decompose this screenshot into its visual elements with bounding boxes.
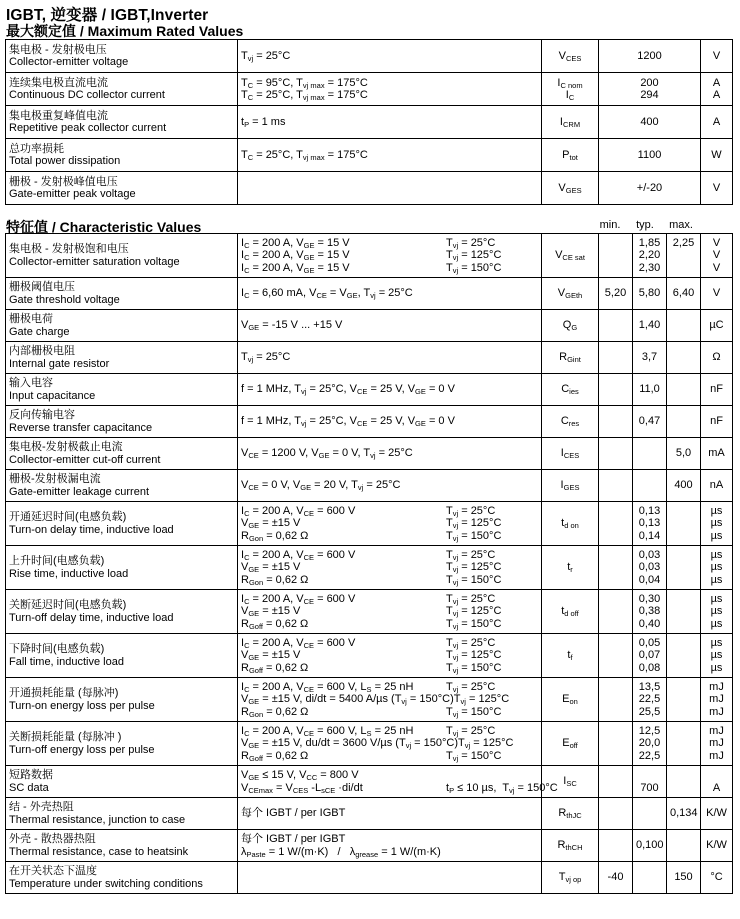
min-value xyxy=(599,310,633,342)
typ-value xyxy=(633,862,667,894)
test-conditions: 每个 IGBT / per IGBT xyxy=(238,798,542,830)
char-row xyxy=(6,830,733,862)
typ-value xyxy=(633,438,667,470)
symbol: $V_{CE sat}$ xyxy=(542,234,599,278)
min-value xyxy=(599,634,633,678)
symbol: $I_{SC}$ xyxy=(542,766,599,798)
unit: Ω xyxy=(701,342,733,374)
typ-value: 0,30 0,38 0,40 xyxy=(633,590,667,634)
min-value xyxy=(599,830,633,862)
test-conditions: $I_C = 6,60$ mA, $V_{CE} = V_{GE}$, $T_{vj} = 25^\circ C$ xyxy=(238,278,542,310)
symbol: $E_{off}$ xyxy=(542,722,599,766)
min-value xyxy=(599,234,633,278)
unit: K/W xyxy=(701,798,733,830)
symbol: $Q_G$ xyxy=(542,310,599,342)
char-row xyxy=(6,406,733,438)
symbol: $C_{ies}$ xyxy=(542,374,599,406)
test-conditions: $I_C = 200$ A, $V_{CE} = 600$ V, $L_S = 25$ nH $T_{vj} = 25^\circ C$ $V_{GE} = \pm 15$ V, du/dt = 3600 V/µs $(T_{vj} = 150^\circ C)$ $T_{vj} = 125^\circ C$ $R_{Goff} = 0,62$ Ω $T_{vj} = 150^\circ C$ xyxy=(238,722,542,766)
test-conditions: $V_{GE} \le 15$ V, $V_{CC} = 800$ V $V_{CEmax} = V_{CES}$ $-L_{sCE} \cdot di/dt$ $t_P \le 10$ µs, $T_{vj} = 150^\circ C$ xyxy=(238,766,542,798)
param-name: 内部栅极电阻 Internal gate resistor xyxy=(6,342,238,374)
max-row xyxy=(6,40,733,73)
typ-value xyxy=(633,798,667,830)
symbol: $t_{d on}$ xyxy=(542,502,599,546)
typ-value: 700 xyxy=(633,766,667,798)
char-row xyxy=(6,678,733,722)
char-row xyxy=(6,502,733,546)
symbol: $R_{Gint}$ xyxy=(542,342,599,374)
min-value xyxy=(599,590,633,634)
symbol: $I_{GES}$ xyxy=(542,470,599,502)
max-value: 0,134 xyxy=(667,798,701,830)
param-name: 连续集电极直流电流 Continuous DC collector current xyxy=(6,73,238,106)
rated-value: 1100 xyxy=(599,139,701,172)
unit: V xyxy=(701,278,733,310)
symbol: $E_{on}$ xyxy=(542,678,599,722)
unit: V xyxy=(701,40,733,73)
test-conditions: $I_C = 200$ A, $V_{GE} = 15$ V $T_{vj} = 25^\circ C$ $I_C = 200$ A, $V_{GE} = 15$ V $T_{vj} = 125^\circ C$ $I_C = 200$ A, $V_{GE} = 15$ V $T_{vj} = 150^\circ C$ xyxy=(238,234,542,278)
param-name: 反向传输电容 Reverse transfer capacitance xyxy=(6,406,238,438)
test-conditions: $T_C = 95^\circ C$, $T_{vj max} = 175^\circ C$ $T_C = 25^\circ C$, $T_{vj max} = 175^\circ C$ xyxy=(238,73,542,106)
test-conditions: $I_C = 200$ A, $V_{CE} = 600$ V, $L_S = 25$ nH $T_{vj} = 25^\circ C$ $V_{GE} = \pm 15$ V, di/dt = 5400 A/µs $(T_{vj} = 150^\circ C)$ $T_{vj} = 125^\circ C$ $R_{Gon} = 0,62$ Ω $T_{vj} = 150^\circ C$ xyxy=(238,678,542,722)
test-conditions: $T_{vj} = 25^\circ C$ xyxy=(238,342,542,374)
max-value xyxy=(667,310,701,342)
unit: A A xyxy=(701,73,733,106)
col-head-min: min. xyxy=(599,219,621,231)
max-value xyxy=(667,546,701,590)
symbol: $I_{CES}$ xyxy=(542,438,599,470)
characteristic-table xyxy=(5,233,733,894)
col-head-typ: typ. xyxy=(636,219,654,231)
max-value xyxy=(667,830,701,862)
unit: µs µs µs xyxy=(701,546,733,590)
min-value xyxy=(599,798,633,830)
unit: K/W xyxy=(701,830,733,862)
symbol: $t_r$ xyxy=(542,546,599,590)
max-value xyxy=(667,406,701,438)
test-conditions: $I_C = 200$ A, $V_{CE} = 600$ V $T_{vj} = 25^\circ C$ $V_{GE} = \pm 15$ V $T_{vj} = 125^\circ C$ $R_{Goff} = 0,62$ Ω $T_{vj} = 150^\circ C$ xyxy=(238,634,542,678)
typ-value: 0,03 0,03 0,04 xyxy=(633,546,667,590)
char-row xyxy=(6,438,733,470)
max-value: 6,40 xyxy=(667,278,701,310)
typ-value: 1,40 xyxy=(633,310,667,342)
min-value xyxy=(599,438,633,470)
char-row xyxy=(6,766,733,798)
test-conditions: $V_{GE} = -15$ V ... +15 V xyxy=(238,310,542,342)
symbol: $V_{CES}$ xyxy=(542,40,599,73)
typ-value: 11,0 xyxy=(633,374,667,406)
symbol: $I_{CRM}$ xyxy=(542,106,599,139)
symbol: $V_{GEth}$ xyxy=(542,278,599,310)
min-value xyxy=(599,502,633,546)
param-name: 栅极阈值电压 Gate threshold voltage xyxy=(6,278,238,310)
char-row xyxy=(6,278,733,310)
char-row xyxy=(6,310,733,342)
unit: °C xyxy=(701,862,733,894)
test-conditions: f = 1 MHz, $T_{vj} = 25^\circ C$, $V_{CE} = 25$ V, $V_{GE} = 0$ V xyxy=(238,374,542,406)
min-value: -40 xyxy=(599,862,633,894)
param-name: 集电极重复峰值电流 Repetitive peak collector current xyxy=(6,106,238,139)
max-value: 2,25 xyxy=(667,234,701,278)
param-name: 栅极 - 发射极峰值电压 Gate-emitter peak voltage xyxy=(6,172,238,205)
param-name: 输入电容 Input capacitance xyxy=(6,374,238,406)
param-name: 关断延迟时间(电感负载) Turn-off delay time, inductive load xyxy=(6,590,238,634)
typ-value xyxy=(633,470,667,502)
unit: mJ mJ mJ xyxy=(701,722,733,766)
max-row xyxy=(6,139,733,172)
param-name: 下降时间(电感负载) Fall time, inductive load xyxy=(6,634,238,678)
unit: µs µs µs xyxy=(701,634,733,678)
typ-value: 5,80 xyxy=(633,278,667,310)
symbol: $V_{GES}$ xyxy=(542,172,599,205)
unit: V V V xyxy=(701,234,733,278)
max-value: 5,0 xyxy=(667,438,701,470)
test-conditions: $I_C = 200$ A, $V_{CE} = 600$ V $T_{vj} = 25^\circ C$ $V_{GE} = \pm 15$ V $T_{vj} = 125^\circ C$ $R_{Goff} = 0,62$ Ω $T_{vj} = 150^\circ C$ xyxy=(238,590,542,634)
max-value xyxy=(667,678,701,722)
char-row xyxy=(6,546,733,590)
param-name: 开通损耗能量 (每脉冲) Turn-on energy loss per pulse xyxy=(6,678,238,722)
min-value xyxy=(599,678,633,722)
char-row xyxy=(6,798,733,830)
test-conditions: $I_C = 200$ A, $V_{CE} = 600$ V $T_{vj} = 25^\circ C$ $V_{GE} = \pm 15$ V $T_{vj} = 125^\circ C$ $R_{Gon} = 0,62$ Ω $T_{vj} = 150^\circ C$ xyxy=(238,502,542,546)
test-conditions xyxy=(238,862,542,894)
typ-value: 0,05 0,07 0,08 xyxy=(633,634,667,678)
typ-value: 13,5 22,5 25,5 xyxy=(633,678,667,722)
char-row xyxy=(6,374,733,406)
unit: mA xyxy=(701,438,733,470)
symbol: $I_{C nom}$ $I_C$ xyxy=(542,73,599,106)
unit: mJ mJ mJ xyxy=(701,678,733,722)
param-name: 集电极 - 发射极电压 Collector-emitter voltage xyxy=(6,40,238,73)
characteristic-section-title: 特征值 / Characteristic Values xyxy=(6,219,202,235)
char-row xyxy=(6,634,733,678)
max-value: 150 xyxy=(667,862,701,894)
page-title: IGBT, 逆变器 / IGBT,Inverter xyxy=(6,7,209,24)
test-conditions: $I_C = 200$ A, $V_{CE} = 600$ V $T_{vj} = 25^\circ C$ $V_{GE} = \pm 15$ V $T_{vj} = 125^\circ C$ $R_{Gon} = 0,62$ Ω $T_{vj} = 150^\circ C$ xyxy=(238,546,542,590)
max-value xyxy=(667,590,701,634)
min-value xyxy=(599,470,633,502)
min-value xyxy=(599,406,633,438)
unit: W xyxy=(701,139,733,172)
min-value xyxy=(599,546,633,590)
max-value xyxy=(667,342,701,374)
max-value: 400 xyxy=(667,470,701,502)
char-row xyxy=(6,862,733,894)
max-row xyxy=(6,106,733,139)
param-name: 外壳 - 散热器热阻 Thermal resistance, case to heatsink xyxy=(6,830,238,862)
char-row xyxy=(6,722,733,766)
unit: V xyxy=(701,172,733,205)
rated-value: 400 xyxy=(599,106,701,139)
unit: µC xyxy=(701,310,733,342)
max-rated-table xyxy=(5,39,733,205)
test-conditions xyxy=(238,172,542,205)
max-value xyxy=(667,634,701,678)
max-rated-section-title: 最大额定值 / Maximum Rated Values xyxy=(6,23,244,39)
symbol: $P_{tot}$ xyxy=(542,139,599,172)
rated-value: +/-20 xyxy=(599,172,701,205)
typ-value: 12,5 20,0 22,5 xyxy=(633,722,667,766)
typ-value: 0,47 xyxy=(633,406,667,438)
test-conditions: 每个 IGBT / per IGBT $\lambda_{Paste} = 1$ $W/(m\cdot K) / \lambda_{grease} = 1$ W/(m·K) xyxy=(238,830,542,862)
param-name: 栅极电荷 Gate charge xyxy=(6,310,238,342)
param-name: 栅极-发射极漏电流 Gate-emitter leakage current xyxy=(6,470,238,502)
unit: nA xyxy=(701,470,733,502)
unit: A xyxy=(701,766,733,798)
typ-value: 0,13 0,13 0,14 xyxy=(633,502,667,546)
symbol: $R_{thCH}$ xyxy=(542,830,599,862)
unit: µs µs µs xyxy=(701,590,733,634)
test-conditions: $T_{vj} = 25^\circ C$ xyxy=(238,40,542,73)
col-head-max: max. xyxy=(669,219,693,231)
symbol: $t_f$ xyxy=(542,634,599,678)
param-name: 集电极 - 发射极饱和电压 Collector-emitter saturation voltage xyxy=(6,234,238,278)
min-value xyxy=(599,722,633,766)
min-value xyxy=(599,766,633,798)
test-conditions: f = 1 MHz, $T_{vj} = 25^\circ C$, $V_{CE} = 25$ V, $V_{GE} = 0$ V xyxy=(238,406,542,438)
unit: nF xyxy=(701,406,733,438)
rated-value: 1200 xyxy=(599,40,701,73)
max-value xyxy=(667,766,701,798)
min-value xyxy=(599,342,633,374)
test-conditions: $T_C = 25^\circ C$, $T_{vj max} = 175^\circ C$ xyxy=(238,139,542,172)
max-value xyxy=(667,722,701,766)
char-row xyxy=(6,342,733,374)
param-name: 总功率损耗 Total power dissipation xyxy=(6,139,238,172)
param-name: 关断损耗能量 (每脉冲 ) Turn-off energy loss per pulse xyxy=(6,722,238,766)
max-row xyxy=(6,73,733,106)
test-conditions: $t_P = 1$ ms xyxy=(238,106,542,139)
symbol: $C_{res}$ xyxy=(542,406,599,438)
max-value xyxy=(667,374,701,406)
typ-value: 3,7 xyxy=(633,342,667,374)
param-name: 短路数据 SC data xyxy=(6,766,238,798)
char-row xyxy=(6,590,733,634)
rated-value: 200 294 xyxy=(599,73,701,106)
typ-value: 0,100 xyxy=(633,830,667,862)
char-row xyxy=(6,470,733,502)
symbol: $T_{vj op}$ xyxy=(542,862,599,894)
unit: µs µs µs xyxy=(701,502,733,546)
param-name: 上升时间(电感负载) Rise time, inductive load xyxy=(6,546,238,590)
symbol: $R_{thJC}$ xyxy=(542,798,599,830)
test-conditions: $V_{CE} = 0$ V, $V_{GE} = 20$ V, $T_{vj} = 25^\circ C$ xyxy=(238,470,542,502)
symbol: $t_{d off}$ xyxy=(542,590,599,634)
min-value xyxy=(599,374,633,406)
unit: nF xyxy=(701,374,733,406)
test-conditions: $V_{CE} = 1200$ V, $V_{GE} = 0$ V, $T_{vj} = 25^\circ C$ xyxy=(238,438,542,470)
typ-value: 1,85 2,20 2,30 xyxy=(633,234,667,278)
param-name: 集电极-发射极截止电流 Collector-emitter cut-off current xyxy=(6,438,238,470)
param-name: 结 - 外壳热阻 Thermal resistance, junction to case xyxy=(6,798,238,830)
param-name: 开通延迟时间(电感负载) Turn-on delay time, inductive load xyxy=(6,502,238,546)
char-row xyxy=(6,234,733,278)
unit: A xyxy=(701,106,733,139)
max-value xyxy=(667,502,701,546)
max-row xyxy=(6,172,733,205)
min-value: 5,20 xyxy=(599,278,633,310)
param-name: 在开关状态下温度 Temperature under switching conditions xyxy=(6,862,238,894)
